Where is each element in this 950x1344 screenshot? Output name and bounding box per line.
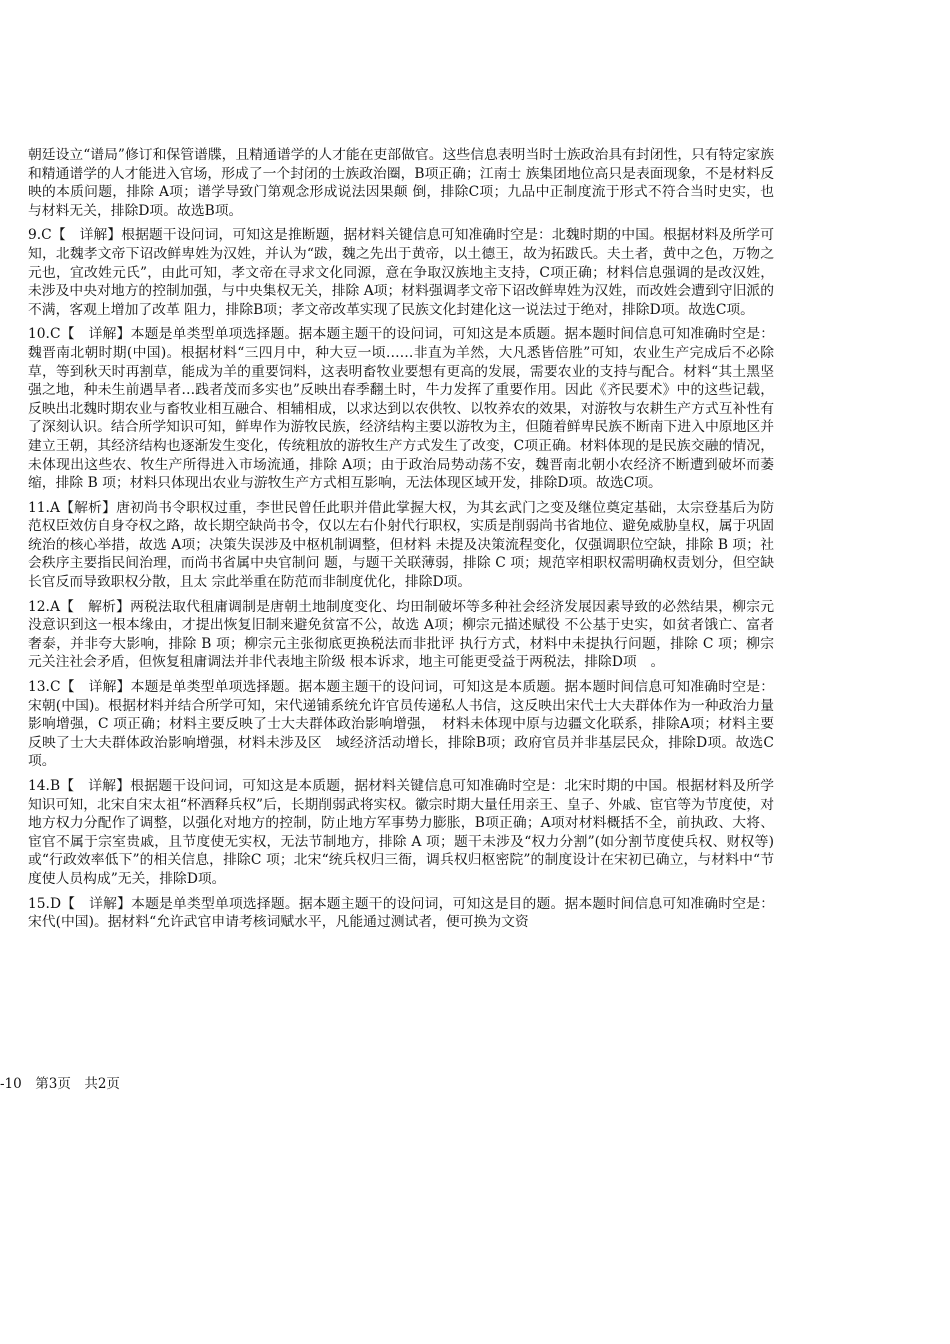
paragraph-question-14: 14.B【 详解】根据题干设问词，可知这是本质题，据材料关键信息可知准确时空是：北宋时期的中国。根据材料及所学知识可知，北宋自宋太祖“杯酒释兵权”后，长期削弱武将实权。徽宗时期大量任用亲王、皇子、外戚、宦官等为节度使，对地方权力分配作了调整，以强化对地方的控制，防止地方军事势力膨胀，B项正确；A项对材料概括不全，前执政、大将、宦官不属于宗室贵戚，且节度使无实权，无法节制地方，排除 A 项；题干未涉及“权力分割”(如分割节度使兵权、财权等)或“行政效率低下”的相关信息，排除C 项；北宋“统兵权归三衙，调兵权归枢密院”的制度设计在宋初已确立，与材料中“节度使人员构成”无关，排除D项。 <box>28 778 774 887</box>
paragraph-question-10: 10.C【 详解】本题是单类型单项选择题。据本题主题干的设问词，可知这是本质题。据本题时间信息可知准确时空是：魏晋南北朝时期(中国)。根据材料“三四月中，种大豆一顷……非直为羊然，大凡悉皆倍胜”可知，农业生产完成后不必除草，等到秋天时再割草，能成为羊的重要饲料，这表明畜牧业要想有更高的发展，需要农业的支持与配合。材料“其土黑坚强之地，种未生前遇旱者…践者茂而多实也”反映出春季翻土时，牛力发挥了重要作用。因此《齐民要术》中的这些记载，反映出北魏时期农业与畜牧业相互融合、相辅相成，以求达到以农供牧、以牧养农的效果，对游牧与农耕生产方式互补性有了深刻认识。结合所学知识可知，鲜卑作为游牧民族，经济结构主要以游牧为主，但随着鲜卑民族不断南下进入中原地区并建立王朝，其经济结构也逐渐发生变化，传统粗放的游牧生产方式发生了改变，C项正确。材料体现的是民族交融的情况，未体现出这些农、牧生产所得进入市场流通，排除 A项；由于政治局势动荡不安，魏晋南北朝小农经济不断遭到破坏而萎缩，排除 B 项；材料只体现出农业与游牧生产方式相互影响，无法体现区域开发，排除D项。故选C项。 <box>28 326 774 492</box>
paragraph-question-11: 11.A【解析】唐初尚书令职权过重，李世民曾任此职并借此掌握大权，为其玄武门之变及继位奠定基础，太宗登基后为防范权臣效仿自身夺权之路，故长期空缺尚书令，仅以左右仆射代行职权，实质是削弱尚书省地位、避免威胁皇权，属于巩固统治的核心举措，故选 A项；决策失误涉及中枢机制调整，但材料 未提及决策流程变化，仅强调职位空缺，排除 B 项；社会秩序主要指民间治理，而尚书省属中央官制问 题，与题干关联薄弱，排除 C 项；规范宰相职权需明确权责划分，但空缺长官反而导致职权分散，且太 宗此举重在防范而非制度优化，排除D项。 <box>28 499 774 591</box>
paragraph-question-9: 9.C【 详解】根据题干设问词，可知这是推断题，据材料关键信息可知准确时空是：北魏时期的中国。根据材料及所学可知，北魏孝文帝下诏改鲜卑姓为汉姓，并认为“跋，魏之先出于黄帝，以土德王，故为拓跋氏。夫土者，黄中之色，万物之元也，宜改姓元氏”，由此可知，孝文帝在寻求文化同源，意在争取汉族地主支持，C项正确；材料信息强调的是改汉姓，未涉及中央对地方的控制加强，与中央集权无关，排除 A项；材料强调孝文帝下诏改鲜卑姓为汉姓，而改姓会遭到守旧派的不满，客观上增加了改革 阻力，排除B项；孝文帝改革实现了民族文化封建化这一说法过于绝对，排除D项。故选C项。 <box>28 227 774 318</box>
paragraph-8-continued: 朝廷设立“谱局”修订和保管谱牒，且精通谱学的人才能在吏部做官。这些信息表明当时士族政治具有封闭性，只有特定家族和精通谱学的人才能进入官场，形成了一个封闭的士族政治圈，B项正确；江南士 族集团地位高只是表面现象，不是材料反映的本质问题，排除 A项；谱学导致门第观念形成说法因果颠 倒，排除C项；九品中正制度流于形式不符合当时史实，也与材料无关，排除D项。故选B项。 <box>28 147 774 219</box>
paragraph-question-13: 13.C【 详解】本题是单类型单项选择题。据本题主题干的设问词，可知这是本质题。据本题时间信息可知准确时空是：宋朝(中国)。根据材料并结合所学可知，宋代递铺系统允许官员传递私人书信，这反映出宋代士大夫群体作为一种政治力量影响增强，C 项正确；材料主要反映了士大夫群体政治影响增强， 材料未体现中原与边疆文化联系，排除A项；材料主要反映了士大夫群体政治影响增强，材料未涉及区 域经济活动增长，排除B项；政府官员并非基层民众，排除D项。故选C项。 <box>28 679 774 770</box>
paragraph-question-15: 15.D【 详解】本题是单类型单项选择题。据本题主题干的设问词，可知这是目的题。据本题时间信息可知准确时空是：宋代(中国)。据材料“允许武官申请考核词赋水平，凡能通过测试者，便可换为文资 <box>28 895 774 931</box>
answer-explanations <box>28 146 774 938</box>
paragraph-question-12: 12.A【 解析】两税法取代租庸调制是唐朝土地制度变化、均田制破坏等多种社会经济发展因素导致的必然结果，柳宗元没意识到这一根本缘由，才提出恢复旧制来避免贫富不公，故选 A项；柳宗元描述赋役 不公基于史实，如贫者饿亡、富者奢泰，并非夸大影响，排除 B 项；柳宗元主张彻底更换税法而非批评 执行方式，材料中未提执行问题，排除 C 项；柳宗元关注社会矛盾，但恢复租庸调法并非代表地主阶级 根本诉求，地主可能更受益于两税法，排除D项 。 <box>28 598 774 671</box>
page-footer: -10 第3页 共2页 <box>0 1076 120 1092</box>
